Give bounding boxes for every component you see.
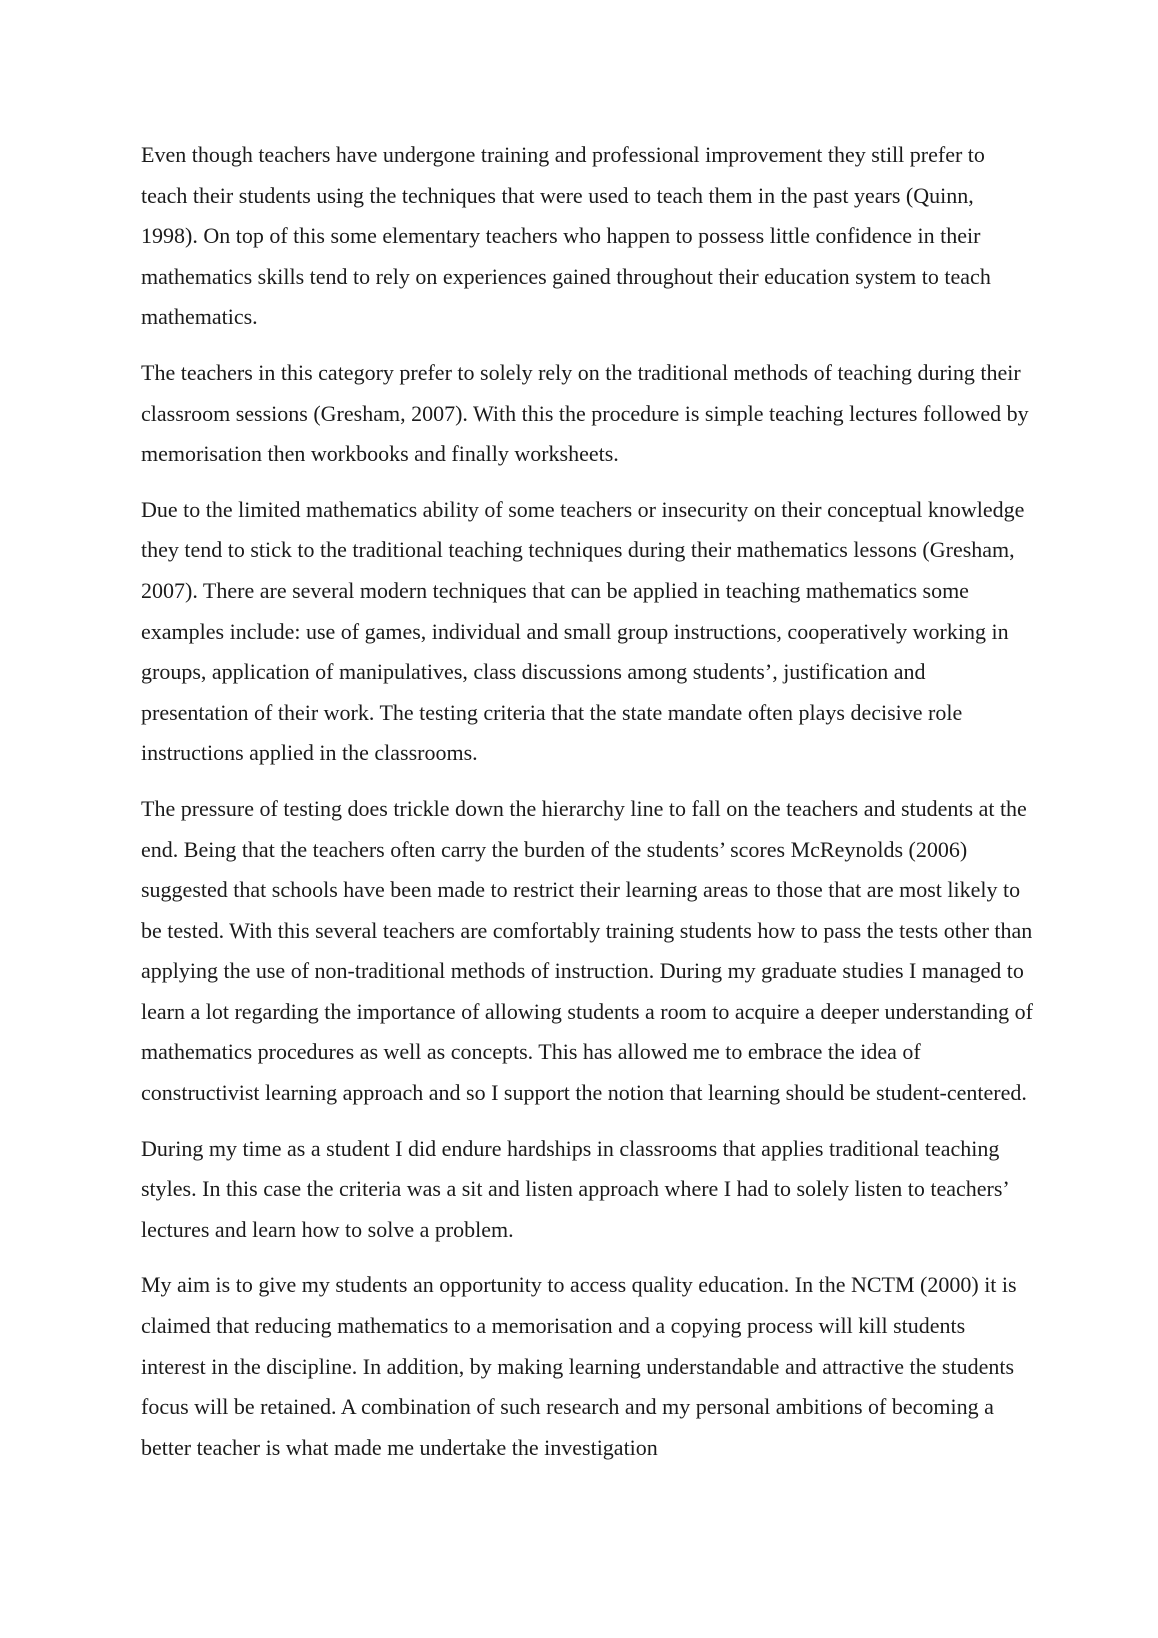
paragraph-6: My aim is to give my students an opportunity to access quality education. In the NCTM (2000) it is claimed that reducing mathematics to a memorisation and a copying process will kill students interest in the discipline. In addition, by making learning understandable and attractive the students focus will be retained. A combination of such research and my personal ambitions of becoming a better teacher is what made me undertake the investigation xyxy=(141,1272,1017,1460)
document-body xyxy=(141,135,1033,1483)
paragraph-5: During my time as a student I did endure hardships in classrooms that applies traditional teaching styles. In this case the criteria was a sit and listen approach where I had to solely listen to teachers’ lectures and learn how to solve a problem. xyxy=(141,1135,1009,1242)
paragraph-1: Even though teachers have undergone training and professional improvement they still prefer to teach their students using the techniques that were used to teach them in the past years (Quinn, 1998). On top of this some elementary teachers who happen to possess little confidence in their mathematics skills tend to rely on experiences gained throughout their education system to teach mathematics. xyxy=(141,142,991,330)
paragraph-2: The teachers in this category prefer to solely rely on the traditional methods of teaching during their classroom sessions (Gresham, 2007). With this the procedure is simple teaching lectures followed by memorisation then workbooks and finally worksheets. xyxy=(141,359,1029,467)
paragraph-3: Due to the limited mathematics ability of some teachers or insecurity on their conceptual knowledge they tend to stick to the traditional teaching techniques during their mathematics lessons (Gresham, 2007). There are several modern techniques that can be applied in teaching mathematics some examples include: use of games, individual and small group instructions, cooperatively working in groups, application of manipulatives, class discussions among students’, justification and presentation of their work. The testing criteria that the state mandate often plays decisive role instructions applied in the classrooms. xyxy=(141,496,1025,766)
paragraph-4: The pressure of testing does trickle down the hierarchy line to fall on the teachers and students at the end. Being that the teachers often carry the burden of the students’ scores McReynolds (2006) suggested that schools have been made to restrict their learning areas to those that are most likely to be tested. With this several teachers are comfortably training students how to pass the tests other than applying the use of non-traditional methods of instruction. During my graduate studies I managed to learn a lot regarding the importance of allowing students a room to acquire a deeper understanding of mathematics procedures as well as concepts. This has allowed me to embrace the idea of constructivist learning approach and so I support the notion that learning should be student-centered. xyxy=(141,795,1033,1106)
